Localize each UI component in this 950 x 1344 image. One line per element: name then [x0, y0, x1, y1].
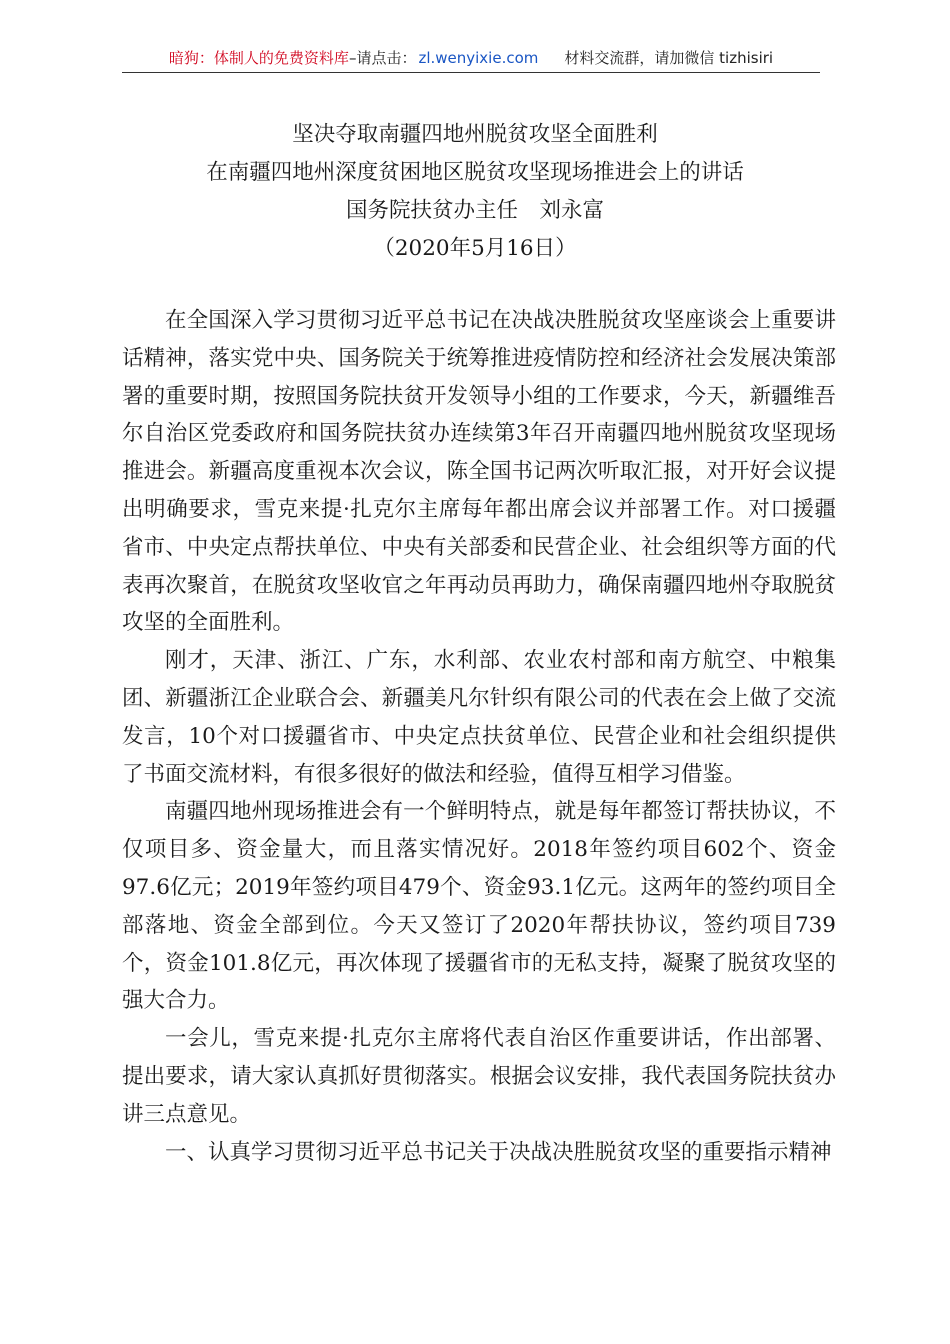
- paragraph: 南疆四地州现场推进会有一个鲜明特点，就是每年都签订帮扶协议，不仅项目多、资金量大，而且落实情况好。2018年签约项目602个、资金97.6亿元；2019年签约项目479个、资金93.1亿元。这两年的签约项目全部落地、资金全部到位。今天又签订了2020年帮扶协议，签约项目739个，资金101.8亿元，再次体现了援疆省市的无私支持，凝聚了脱贫攻坚的强大合力。: [122, 799, 836, 1014]
- document-body: [122, 302, 836, 1171]
- document-author: 国务院扶贫办主任 刘永富: [345, 198, 604, 223]
- header-prompt: –请点击：: [348, 49, 417, 67]
- section-heading: 一、认真学习贯彻习近平总书记关于决战决胜脱贫攻坚的重要指示精神: [165, 1139, 832, 1165]
- paragraph: 刚才，天津、浙江、广东，水利部、农业农村部和南方航空、中粮集团、新疆浙江企业联合会、新疆美凡尔针织有限公司的代表在会上做了交流发言，10个对口援疆省市、中央定点扶贫单位、民营企业和社会组织提供了书面交流材料，有很多很好的做法和经验，值得互相学习借鉴。: [122, 648, 836, 787]
- document-title: 坚决夺取南疆四地州脱贫攻坚全面胜利: [292, 122, 658, 147]
- header-brand: 暗狗：体制人的免费资料库: [168, 49, 349, 67]
- title-block: [0, 116, 950, 268]
- paragraph: 一会儿，雪克来提·扎克尔主席将代表自治区作重要讲话，作出部署、提出要求，请大家认真抓好贯彻落实。根据会议安排，我代表国务院扶贫办讲三点意见。: [122, 1026, 836, 1127]
- header-wechat: 材料交流群，请加微信 tizhisiri: [564, 49, 774, 67]
- page-header: [122, 44, 820, 73]
- document-subtitle: 在南疆四地州深度贫困地区脱贫攻坚现场推进会上的讲话: [206, 160, 744, 185]
- document-date: （2020年5月16日）: [373, 236, 577, 261]
- header-link[interactable]: zl.wenyixie.com: [418, 49, 539, 67]
- paragraph: 在全国深入学习贯彻习近平总书记在决战决胜脱贫攻坚座谈会上重要讲话精神，落实党中央、国务院关于统筹推进疫情防控和经济社会发展决策部署的重要时期，按照国务院扶贫开发领导小组的工作要求，今天，新疆维吾尔自治区党委政府和国务院扶贫办连续第3年召开南疆四地州脱贫攻坚现场推进会。新疆高度重视本次会议，陈全国书记两次听取汇报，对开好会议提出明确要求，雪克来提·扎克尔主席每年都出席会议并部署工作。对口援疆省市、中央定点帮扶单位、中央有关部委和民营企业、社会组织等方面的代表再次聚首，在脱贫攻坚收官之年再动员再助力，确保南疆四地州夺取脱贫攻坚的全面胜利。: [122, 308, 836, 636]
